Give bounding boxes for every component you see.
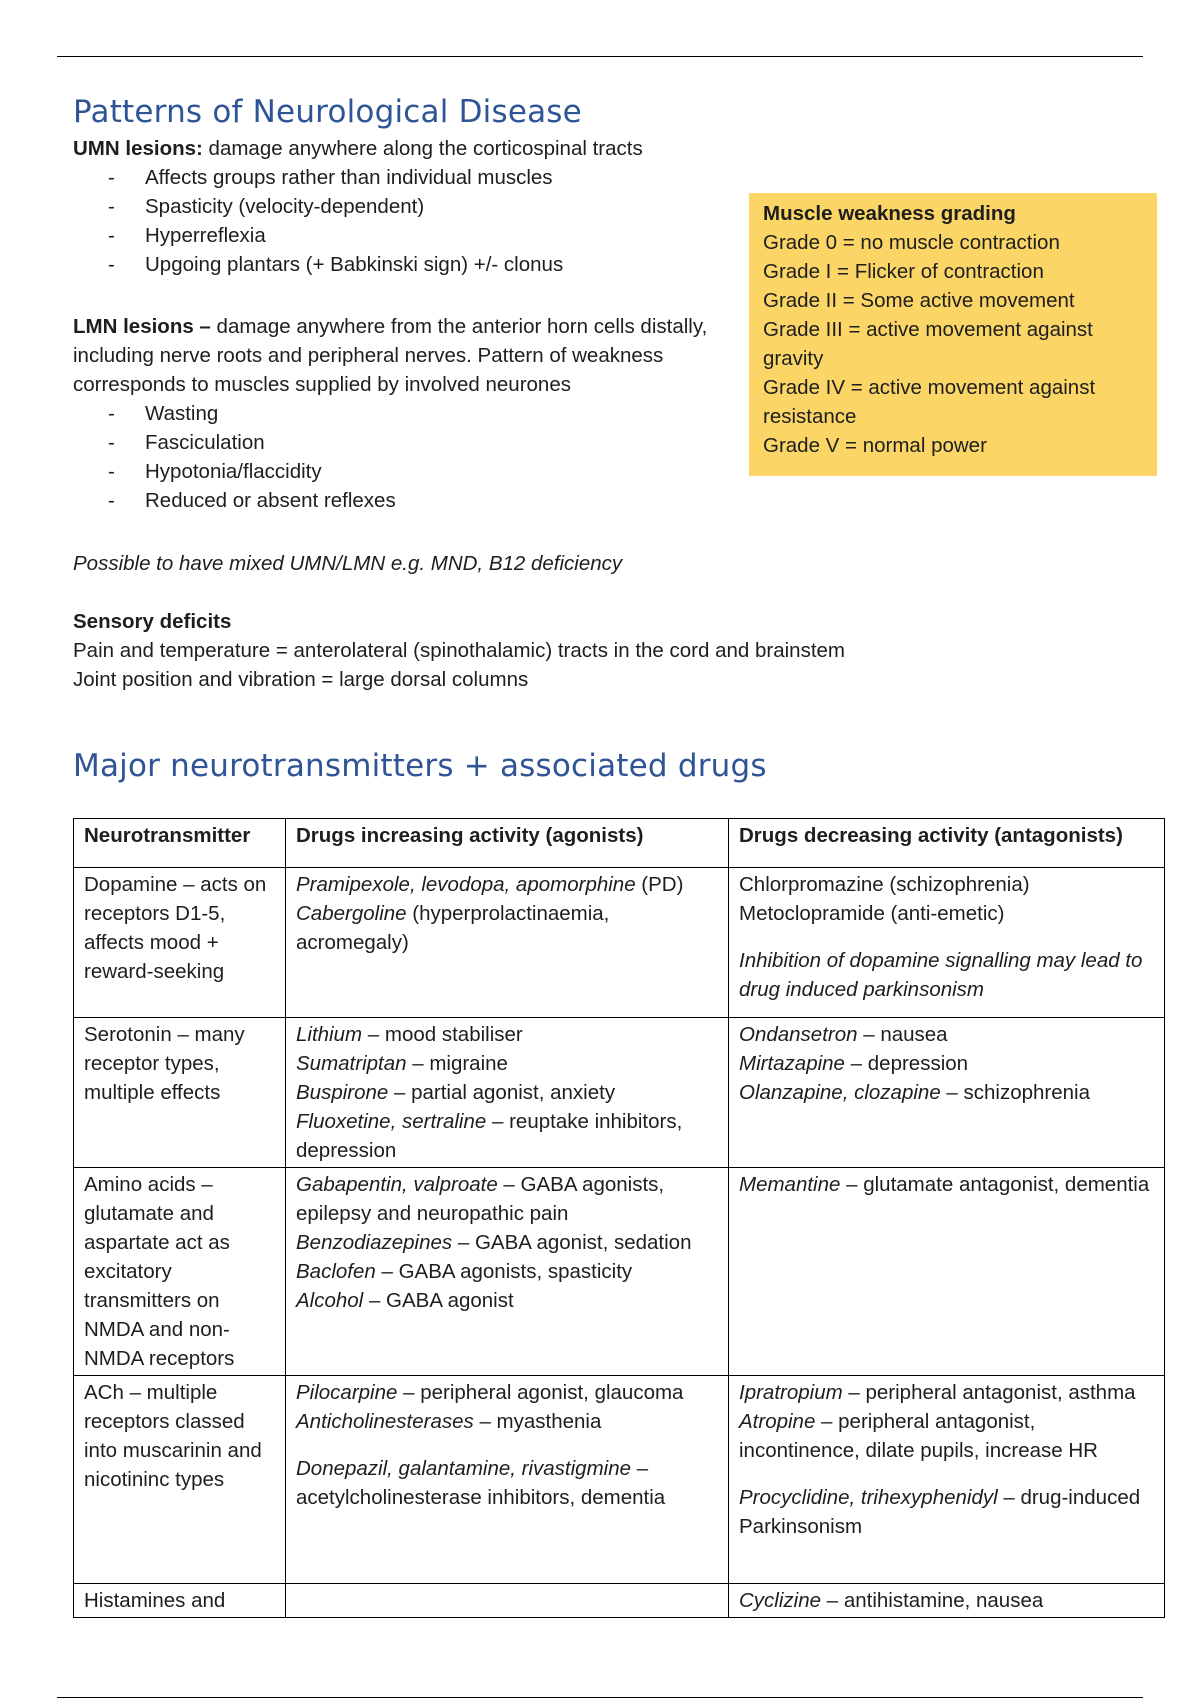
nt-cell: ACh – multiple receptors classed into muscarinin and nicotininc types [74,1376,286,1584]
drug-name: Benzodiazepines [296,1231,453,1254]
drug-use: – peripheral antagonist, asthma [842,1381,1136,1404]
table-row [74,1376,1165,1584]
grade-line: Grade 0 = no muscle contraction [763,231,1060,254]
drug-use: – schizophrenia [940,1081,1091,1104]
antagonist-cell [729,1376,1165,1584]
lmn-intro [73,312,733,399]
drug-name: Ipratropium [739,1381,843,1404]
list-item: - Hypotonia/flaccidity [73,457,733,486]
grading-title: Muscle weakness grading [763,202,1016,225]
umn-section [73,134,713,279]
drug-name: Baclofen [296,1260,376,1283]
drug-use: – acetylcholinesterase inhibitors, dementia [296,1457,666,1509]
nt-cell: Amino acids – glutamate and aspartate act as excitatory transmitters on NMDA and non-NMDA receptors [74,1168,286,1376]
list-item: - Fasciculation [73,428,733,457]
drug-use: – partial agonist, anxiety [388,1081,616,1104]
drug-use: – migraine [406,1052,508,1075]
umn-label: UMN lesions: [73,137,203,160]
drug-use: – depression [844,1052,969,1075]
muscle-grading-box [749,193,1157,476]
drug-line: Metoclopramide (anti-emetic) [739,902,1005,925]
bottom-rule [57,1697,1143,1698]
drug-use: – GABA agonist [363,1289,514,1312]
drug-use: (hyperprolactinaemia, acromegaly) [296,902,610,954]
drug-use: – reuptake inhibitors, depression [296,1110,683,1162]
grade-line: Grade II = Some active movement [763,289,1075,312]
table-row [74,868,1165,1018]
lmn-section [73,312,733,515]
sensory-section [73,607,973,694]
grade-line: Grade V = normal power [763,434,987,457]
sensory-line: Joint position and vibration = large dorsal columns [73,668,529,691]
agonist-cell [286,1018,729,1168]
agonist-cell [286,868,729,1018]
header-neurotransmitter: Neurotransmitter [74,819,286,868]
grade-line: Grade IV = active movement against resistance [763,376,1096,428]
drug-name: Alcohol [296,1289,364,1312]
neurotransmitter-table [73,818,1165,1618]
drug-use: – drug-induced Parkinsonism [739,1486,1141,1538]
drug-use: (PD) [635,873,684,896]
antagonist-note: Inhibition of dopamine signalling may lead to drug induced parkinsonism [739,949,1143,1001]
drug-use: – nausea [857,1023,948,1046]
drug-name: Cyclizine [739,1589,822,1612]
list-item: - Hyperreflexia [73,221,713,250]
list-item: - Upgoing plantars (+ Babkinski sign) +/- clonus [73,250,713,279]
sensory-title [73,607,973,636]
antagonist-cell [729,1584,1165,1618]
table-header-row [74,819,1165,868]
agonist-cell [286,1584,729,1618]
drug-name: Fluoxetine, sertraline [296,1110,487,1133]
drug-use: – mood stabiliser [362,1023,523,1046]
drug-use: – glutamate antagonist, dementia [840,1173,1150,1196]
drug-name: Buspirone [296,1081,389,1104]
list-item: - Spasticity (velocity-dependent) [73,192,713,221]
drug-use: – antihistamine, nausea [821,1589,1044,1612]
drug-use: – peripheral antagonist, incontinence, dilate pupils, increase HR [739,1410,1098,1462]
mixed-note: Possible to have mixed UMN/LMN e.g. MND, B12 deficiency [73,552,623,575]
list-item: - Wasting [73,399,733,428]
drug-name: Gabapentin, valproate [296,1173,498,1196]
drug-name: Olanzapine, clozapine [739,1081,941,1104]
heading-patterns: Patterns of Neurological Disease [73,94,582,130]
drug-name: Sumatriptan [296,1052,407,1075]
drug-name: Memantine [739,1173,841,1196]
lmn-text: damage anywhere from the anterior horn cells distally, including nerve roots and peripheral nerves. Pattern of weakness corresponds to muscles supplied by involved neurones [73,315,708,396]
drug-use: – GABA agonists, spasticity [375,1260,633,1283]
umn-list [73,163,713,279]
header-agonists: Drugs increasing activity (agonists) [286,819,729,868]
heading-neurotransmitters: Major neurotransmitters + associated drugs [73,748,767,784]
drug-name: Lithium [296,1023,363,1046]
agonist-cell [286,1376,729,1584]
drug-use: – GABA agonists, epilepsy and neuropathic pain [296,1173,665,1225]
sensory-title-text: Sensory deficits [73,610,232,633]
drug-name: Pramipexole, levodopa, apomorphine [296,873,636,896]
grade-line: Grade III = active movement against gravity [763,318,1093,370]
nt-cell: Histamines and [74,1584,286,1618]
lmn-label: LMN lesions – [73,315,211,338]
drug-name: Procyclidine, trihexyphenidyl [739,1486,998,1509]
drug-name: Cabergoline [296,902,407,925]
antagonist-cell [729,1018,1165,1168]
antagonist-cell [729,1168,1165,1376]
drug-name: Atropine [739,1410,816,1433]
nt-cell: Serotonin – many receptor types, multiple effects [74,1018,286,1168]
sensory-line: Pain and temperature = anterolateral (spinothalamic) tracts in the cord and brainstem [73,639,846,662]
drug-name: Mirtazapine [739,1052,845,1075]
nt-cell: Dopamine – acts on receptors D1-5, affects mood + reward-seeking [74,868,286,1018]
antagonist-cell [729,868,1165,1018]
table-row [74,1584,1165,1618]
umn-intro [73,134,713,163]
list-item: - Affects groups rather than individual muscles [73,163,713,192]
header-antagonists: Drugs decreasing activity (antagonists) [729,819,1165,868]
drug-name: Anticholinesterases [296,1410,474,1433]
top-rule [57,56,1143,57]
drug-name: Pilocarpine [296,1381,398,1404]
drug-line: Chlorpromazine (schizophrenia) [739,873,1030,896]
drug-name: Ondansetron [739,1023,858,1046]
lmn-list [73,399,733,515]
umn-text: damage anywhere along the corticospinal tracts [202,137,643,160]
table-row [74,1018,1165,1168]
grade-line: Grade I = Flicker of contraction [763,260,1044,283]
drug-use: – myasthenia [473,1410,602,1433]
drug-name: Donepazil, galantamine, rivastigmine [296,1457,632,1480]
drug-use: – GABA agonist, sedation [452,1231,692,1254]
drug-use: – peripheral agonist, glaucoma [397,1381,684,1404]
table-row [74,1168,1165,1376]
agonist-cell [286,1168,729,1376]
list-item: - Reduced or absent reflexes [73,486,733,515]
